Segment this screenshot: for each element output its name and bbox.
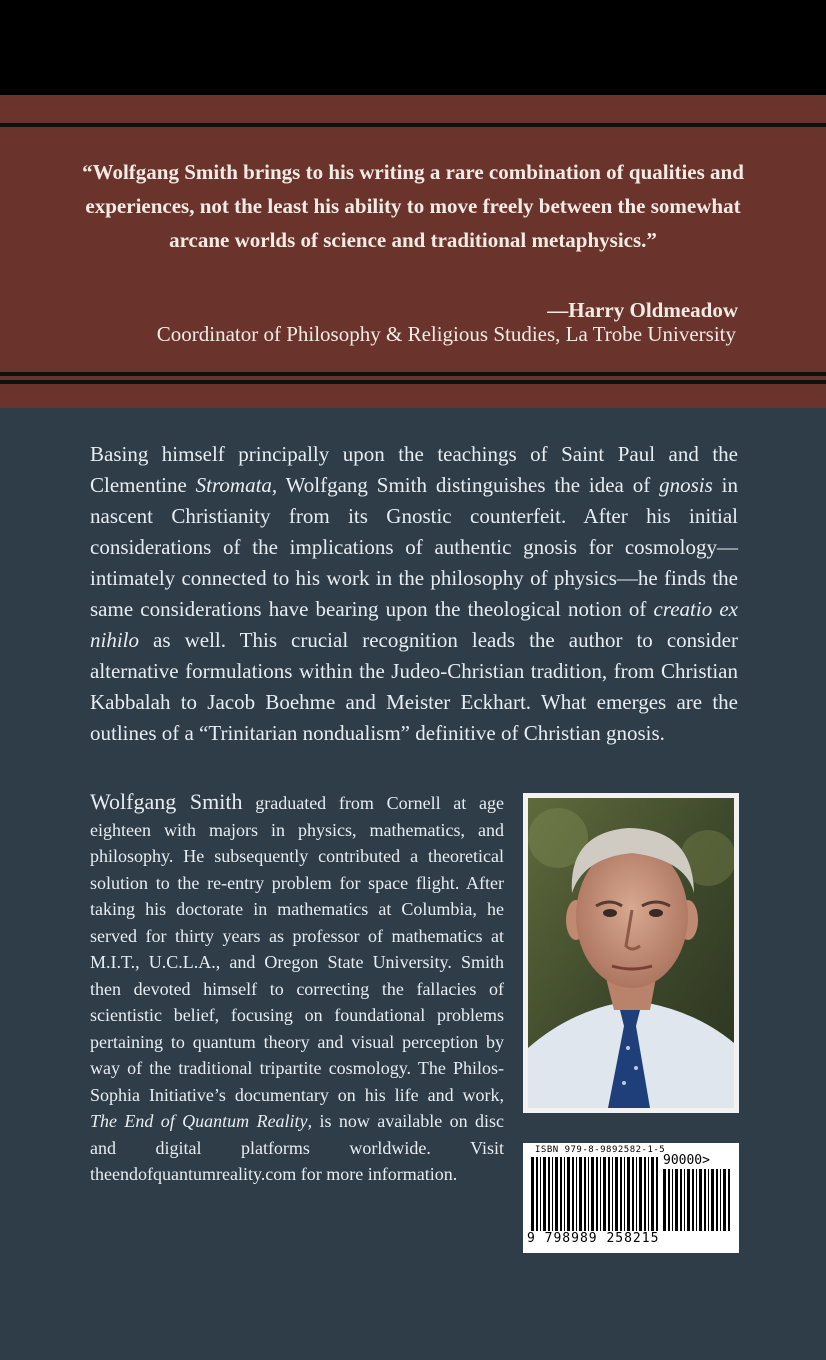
blurb-italic-stromata: Stromata	[195, 473, 272, 497]
price-code: 90000>	[663, 1153, 710, 1168]
bio-text-1: graduated from Cornell at age eighteen with majors in physics, mathematics, and philosophy. He subsequently contributed a theoretical solution to the re-entry problem for space flight. After taking his doctorate in mathematics at Columbia, he served for thirty years as professor of mathematics at M.I.T., U.C.L.A., and Oregon State University. Smith then devoted himself to correcting the fallacies of scientistic belief, focusing on foundational problems pertaining to quantum theory and visual perception by way of the traditional tripartite cosmology. The Philos-Sophia Initiative’s documentary on his life and work,	[90, 793, 504, 1105]
quote-author: —Harry Oldmeadow	[547, 298, 738, 322]
ean-bars	[531, 1157, 659, 1231]
blurb-text-2: , Wolfgang Smith distinguishes the idea of	[271, 473, 660, 497]
bottom-rule-lower	[0, 380, 826, 384]
isbn-barcode	[523, 1143, 739, 1253]
book-description	[90, 439, 738, 749]
blurb-text-1: Basing himself principally upon the teachings of Saint Paul and the Clementine	[90, 442, 738, 497]
addon-bars	[663, 1169, 733, 1231]
blurb-text-4: as well. This crucial recognition leads the author to consider alternative formulations within the Judeo-Christian tradition, from Christian Kabbalah to Jacob Boehme and Meister Eckhart. What emerges are the outlines of a “Trinitarian nondualism” definitive of Christian gnosis.	[90, 628, 738, 745]
author-bio	[90, 789, 504, 1188]
author-photo	[523, 793, 739, 1113]
bio-text-2: , is now available on disc and digital platforms worldwide. Visit theendofquantumreality.com for more information.	[90, 1111, 504, 1184]
ean-digits: 9 798989 258215	[527, 1231, 660, 1246]
blurb-italic-creatio: creatio ex nihilo	[90, 597, 738, 652]
top-black-band	[0, 0, 826, 95]
blurb-text-3: in nascent Christianity from its Gnostic counterfeit. After his initial considerations of the implications of authentic gnosis for cosmology—intimately connected to his work in the philosophy of physics—he finds the same considerations have bearing upon the theological notion of	[90, 473, 738, 621]
quote-affiliation: Coordinator of Philosophy & Religious Studies, La Trobe University	[156, 322, 736, 346]
bottom-rule-upper	[0, 372, 826, 376]
blurb-italic-gnosis: gnosis	[659, 473, 713, 497]
top-rule	[0, 123, 826, 127]
isbn-label: ISBN 979-8-9892582-1-5	[535, 1145, 666, 1155]
author-portrait-image	[528, 798, 734, 1108]
endorsement-quote: “Wolfgang Smith brings to his writing a rare combination of qualities and experiences, not the least his ability to move freely between the somewhat arcane worlds of science and traditional metaphysics.”	[82, 160, 744, 252]
author-name: Wolfgang Smith	[90, 789, 243, 814]
bio-italic-documentary: The End of Quantum Reality	[90, 1111, 308, 1131]
